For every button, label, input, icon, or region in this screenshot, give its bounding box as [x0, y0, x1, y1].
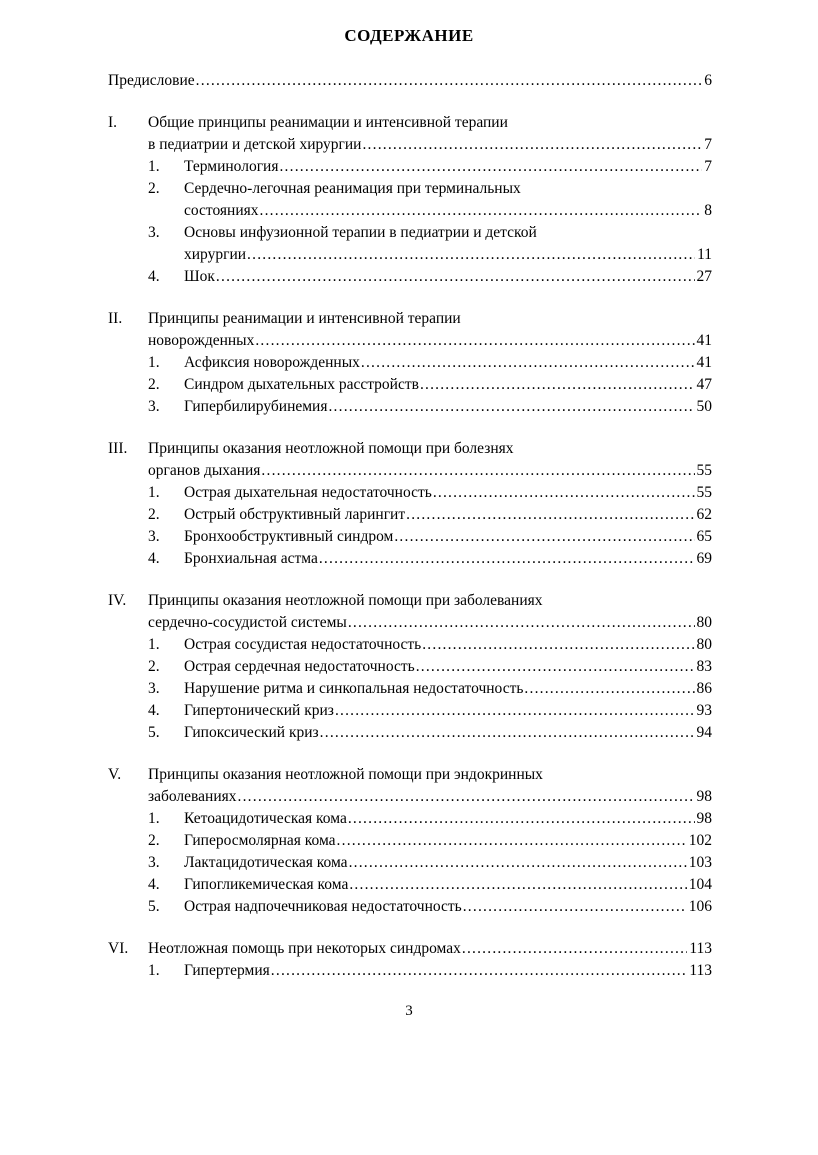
toc-item-page: 103: [688, 854, 712, 871]
section-roman-numeral: V.: [108, 766, 122, 783]
section-heading-row: [108, 938, 712, 960]
section-spacer: [108, 918, 712, 938]
toc-item-page: 47: [696, 376, 712, 393]
toc-item-row: [108, 808, 712, 830]
toc-item-number: 1.: [148, 484, 160, 501]
toc-item-page: 86: [696, 680, 712, 697]
toc-item-row: [108, 830, 712, 852]
leader-dots: [216, 266, 695, 288]
leader-dots: [394, 526, 694, 548]
toc-item-row: [108, 548, 712, 570]
leader-dots: [463, 896, 687, 918]
toc-item-title: Гипогликемическая кома: [184, 876, 349, 893]
section-title-cont: новорожденных: [148, 332, 255, 349]
leader-dots: [335, 700, 695, 722]
leader-dots: [271, 960, 688, 982]
toc-item-page: 98: [696, 810, 712, 827]
toc-item-number: 1.: [148, 158, 160, 175]
toc-item-page: 113: [689, 962, 712, 979]
toc-item-title: Основы инфузионной терапии в педиатрии и детской: [184, 224, 537, 241]
section-roman-numeral: VI.: [108, 940, 129, 957]
toc-item-title: Гипертонический криз: [184, 702, 334, 719]
leader-dots: [238, 786, 695, 808]
toc-item-number: 5.: [148, 898, 160, 915]
section-title: Принципы оказания неотложной помощи при болезнях: [148, 440, 514, 457]
leader-dots: [247, 244, 695, 266]
leader-dots: [361, 352, 695, 374]
toc-item-number: 3.: [148, 680, 160, 697]
section-title-cont: органов дыхания: [148, 462, 261, 479]
toc-item-title-cont: состояниях: [184, 202, 259, 219]
toc-item-row: [108, 156, 712, 178]
toc-item-title: Острая сердечная недостаточность: [184, 658, 415, 675]
section-title-cont: в педиатрии и детской хирургии: [148, 136, 362, 153]
toc-item-title: Кетоацидотическая кома: [184, 810, 347, 827]
toc-item-row: [108, 960, 712, 982]
section-spacer: [108, 288, 712, 308]
section-title-cont: сердечно-сосудистой системы: [148, 614, 347, 631]
toc-item-title: Гипербилирубинемия: [184, 398, 328, 415]
toc-item-title: Бронхообструктивный синдром: [184, 528, 394, 545]
toc-item-page: 41: [696, 354, 712, 371]
toc-item-row: [108, 634, 712, 656]
section-heading-row-cont: [108, 134, 712, 156]
section-spacer: [108, 570, 712, 590]
section-spacer: [108, 744, 712, 764]
toc-item-number: 1.: [148, 810, 160, 827]
leader-dots: [260, 200, 703, 222]
leader-dots: [348, 808, 695, 830]
toc-item-title: Сердечно-легочная реанимация при терминальных: [184, 180, 521, 197]
page-title: СОДЕРЖАНИЕ: [344, 26, 474, 45]
toc-item-page: 94: [696, 724, 712, 741]
leader-dots: [279, 156, 702, 178]
section-heading-row-cont: [108, 330, 712, 352]
toc-item-title: Гипертермия: [184, 962, 270, 979]
toc-item-number: 3.: [148, 854, 160, 871]
toc-item-row: [108, 896, 712, 918]
toc-item-number: 4.: [148, 876, 160, 893]
toc-item-title: Острый обструктивный ларингит: [184, 506, 406, 523]
section-page: 7: [704, 136, 712, 153]
toc-item-number: 2.: [148, 832, 160, 849]
section-spacer: [108, 418, 712, 438]
toc-item-row: [108, 352, 712, 374]
toc-item-row: [108, 482, 712, 504]
leader-dots: [196, 70, 703, 92]
section-heading-row: [108, 308, 712, 330]
leader-dots: [261, 460, 694, 482]
toc-item-row: [108, 374, 712, 396]
toc-item-page: 106: [688, 898, 712, 915]
leader-dots: [362, 134, 702, 156]
section-page: 55: [696, 462, 712, 479]
toc-item-row: [108, 396, 712, 418]
toc-sections: [108, 92, 712, 982]
leader-dots: [255, 330, 694, 352]
section-heading-row-cont: [108, 612, 712, 634]
toc-item-page: 11: [697, 246, 712, 263]
section-roman-numeral: IV.: [108, 592, 127, 609]
toc-item-row: [108, 656, 712, 678]
toc-item-title: Острая дыхательная недостаточность: [184, 484, 432, 501]
leader-dots: [422, 634, 694, 656]
section-title: Принципы оказания неотложной помощи при заболеваниях: [148, 592, 543, 609]
leader-dots: [406, 504, 694, 526]
toc-item-title: Асфиксия новорожденных: [184, 354, 360, 371]
leader-dots: [416, 656, 695, 678]
leader-dots: [320, 722, 695, 744]
toc-item-number: 2.: [148, 180, 160, 197]
section-heading-row: [108, 590, 712, 612]
toc-item-title: Шок: [184, 268, 215, 285]
section-page: 113: [689, 940, 712, 957]
section-title: Принципы реанимации и интенсивной терапии: [148, 310, 461, 327]
toc-preface-label: Предисловие: [108, 72, 195, 89]
toc-item-title-cont: хирургии: [184, 246, 247, 263]
section-heading-row: [108, 764, 712, 786]
section-page: 80: [696, 614, 712, 631]
section-page: 98: [696, 788, 712, 805]
toc-item-page: 55: [696, 484, 712, 501]
toc-item-row: [108, 700, 712, 722]
toc-item-number: 3.: [148, 528, 160, 545]
toc-item-page: 62: [696, 506, 712, 523]
toc-item-row: [108, 874, 712, 896]
toc-item-number: 2.: [148, 658, 160, 675]
toc-item-page: 93: [696, 702, 712, 719]
toc-preface-row: [108, 70, 712, 92]
leader-dots: [524, 678, 694, 700]
toc-item-row: [108, 526, 712, 548]
section-roman-numeral: II.: [108, 310, 123, 327]
toc-item-page: 7: [704, 158, 712, 175]
section-heading-row: [108, 112, 712, 134]
toc-item-number: 1.: [148, 354, 160, 371]
leader-dots: [420, 374, 695, 396]
leader-dots: [349, 852, 687, 874]
toc-item-page: 50: [696, 398, 712, 415]
toc-item-page: 65: [696, 528, 712, 545]
table-of-contents: [108, 70, 712, 982]
toc-item-title: Синдром дыхательных расстройств: [184, 376, 419, 393]
toc-item-number: 5.: [148, 724, 160, 741]
toc-item-page: 102: [688, 832, 712, 849]
toc-item-page: 83: [696, 658, 712, 675]
toc-item-row: [108, 504, 712, 526]
toc-item-page: 8: [704, 202, 712, 219]
leader-dots: [319, 548, 695, 570]
leader-dots: [433, 482, 695, 504]
toc-item-row: [108, 722, 712, 744]
toc-item-title: Гипоксический криз: [184, 724, 319, 741]
toc-item-number: 2.: [148, 506, 160, 523]
leader-dots: [348, 612, 695, 634]
section-title: Принципы оказания неотложной помощи при эндокринных: [148, 766, 543, 783]
leader-dots: [328, 396, 694, 418]
toc-item-title: Лактацидотическая кома: [184, 854, 348, 871]
toc-item-page: 27: [696, 268, 712, 285]
toc-item-number: 1.: [148, 636, 160, 653]
toc-item-number: 1.: [148, 962, 160, 979]
toc-item-number: 3.: [148, 224, 160, 241]
toc-item-page: 80: [696, 636, 712, 653]
toc-item-number: 3.: [148, 398, 160, 415]
toc-item-row: [108, 222, 712, 244]
toc-item-row-cont: [108, 244, 712, 266]
toc-item-page: 69: [696, 550, 712, 567]
toc-item-number: 4.: [148, 550, 160, 567]
toc-item-number: 4.: [148, 268, 160, 285]
section-page: 41: [696, 332, 712, 349]
section-title: Общие принципы реанимации и интенсивной терапии: [148, 114, 508, 131]
toc-item-number: 2.: [148, 376, 160, 393]
page-number: 3: [405, 1003, 413, 1019]
section-spacer: [108, 92, 712, 112]
toc-item-number: 4.: [148, 702, 160, 719]
section-heading-row-cont: [108, 460, 712, 482]
leader-dots: [349, 874, 686, 896]
section-title-cont: заболеваниях: [148, 788, 237, 805]
toc-item-title: Острая надпочечниковая недостаточность: [184, 898, 462, 915]
leader-dots: [462, 938, 687, 960]
toc-item-page: 104: [688, 876, 712, 893]
section-heading-row-cont: [108, 786, 712, 808]
section-roman-numeral: III.: [108, 440, 128, 457]
leader-dots: [337, 830, 687, 852]
toc-item-title: Нарушение ритма и синкопальная недостаточность: [184, 680, 524, 697]
toc-item-row: [108, 852, 712, 874]
section-roman-numeral: I.: [108, 114, 118, 131]
toc-item-row-cont: [108, 200, 712, 222]
toc-item-title: Бронхиальная астма: [184, 550, 318, 567]
toc-item-title: Терминология: [184, 158, 279, 175]
section-heading-row: [108, 438, 712, 460]
toc-preface-page: 6: [704, 72, 712, 89]
toc-item-row: [108, 266, 712, 288]
section-title: Неотложная помощь при некоторых синдромах: [148, 940, 461, 957]
toc-item-title: Острая сосудистая недостаточность: [184, 636, 422, 653]
toc-item-row: [108, 178, 712, 200]
toc-item-title: Гиперосмолярная кома: [184, 832, 336, 849]
toc-item-row: [108, 678, 712, 700]
